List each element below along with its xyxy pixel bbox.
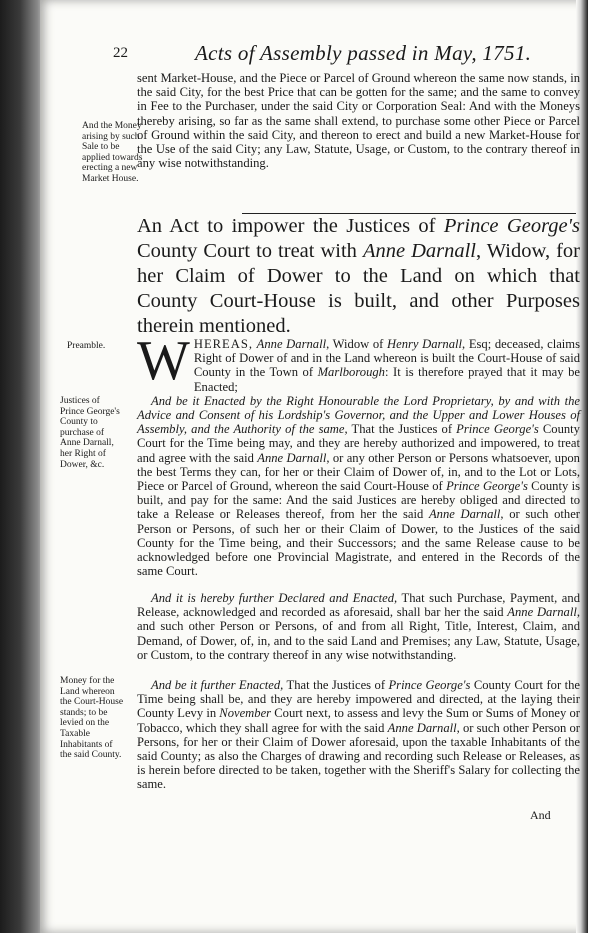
enacting-clause: And be it Enacted by the Right Honourable the Lord Proprietary, by and with the Advice and Consent of his Lordship's Governor, and the Upper and Lower Houses of Assembly, and the Authority of the same, [137,393,580,437]
page-number: 22 [113,45,128,61]
section-2-clause: And it is hereby further Declared and Enacted, [151,591,398,605]
margin-note-money-sale: And the Money arising by such Sale to be applied towards erecting a new Market House. [82,121,143,184]
preamble-town: Marlborough [317,365,385,380]
section-2-paragraph [137,591,580,662]
enacting-text-4: County is built, and pay for the same: And the said Justices are hereby obliged and directed to take a Release or Releases thereof, from her the said [137,479,580,522]
catchword: And [530,808,551,822]
enacting-text-3: , or any other Person or Persons whatsoever, upon the best Terms they can, for her or their Claim of Dower of, in, and to the Lot or Lots, Piece or Parcel of Ground, whereon the said Court-House of [137,450,580,494]
act-title-prince-georges: Prince George's [443,215,580,237]
margin-note-preamble: Preamble. [67,341,106,351]
section-3-text-1: That the Justices of [283,678,389,692]
enacting-text-1: That the Justices of [347,422,457,437]
section-3-anne-darnall: Anne Darnall [387,720,457,735]
section-2-text-1: That such Purchase, Payment, and Release, acknowledged and recorded as aforesaid, shall bar her the said [137,591,580,620]
preamble-text-4: : It is therefore prayed that it may be Enacted; [193,365,580,394]
margin-note-money-levied: Money for the Land whereon the Court-House stands; to be levied on the Taxable Inhabitants of the said County. [60,676,124,761]
section-3-text-3: Court next, to assess and levy the Sum or Sums of Money or Tobacco, which they shall agree for with the said [137,706,580,735]
enacting-anne-darnall-1: Anne Darnall [257,450,327,465]
section-3-text-4: , or such other Person or Persons, for her or their Claim of Dower aforesaid, upon the taxable Inhabitants of the said County; as also the Charges of drawing and recording such Release or Releases, as is herein before directed to be taken, together with the Sheriff's Salary for collecting the same. [137,720,580,792]
enacting-prince-georges-2: Prince George's [446,479,528,494]
preamble-text-3: , Esq; deceased, claims Right of Dower of and in the Land whereon is built the Court-House of said County in the Town of [193,337,580,380]
section-3-prince-georges: Prince George's [388,678,471,692]
act-title-anne-darnall: Anne Darnall [362,240,476,262]
act-title-part1: An Act to impower the Justices of [137,215,444,237]
running-head: Acts of Assembly passed in May, 1751. [195,41,532,65]
section-3-clause: And be it further Enacted, [151,678,284,692]
preamble-paragraph [137,330,580,579]
section-2-text-2: , and such other Person or Persons, of and from all Right, Title, Interest, Claim, and Demand, of Dower, of, in, and to the said Land and Premises; any Law, Statute, Usage, or Custom, to the contrary thereof in any wise notwithstanding. [137,605,580,662]
enacting-text-2: County Court for the Time being may, and they are hereby authorized and impowered, to treat and agree with the said [137,422,580,465]
act-title-part2: County Court to treat with [137,240,363,262]
continuation-paragraph: sent Market-House, and the Piece or Parcel of Ground whereon the same now stands, in the said City, for the best Price that can be gotten for the same; and the same to convey in Fee to the Purchaser, under the said City or Corporation Seal: And with the Moneys thereby arising, so far as the same shall extend, to purchase some other Piece or Parcel of Ground within the said City, and thereon to erect and build a new Market-House for the Use of the said City; any Law, Statute, Usage, or Custom, to the contrary thereof in any wise notwithstanding. [137,71,580,171]
section-3-month: November [219,706,272,721]
section-3-paragraph [137,678,580,792]
preamble-name-henry: Henry Darnall [387,337,463,351]
enacting-prince-georges-1: Prince George's [456,422,539,437]
section-2-anne-darnall: Anne Darnall [507,605,577,620]
act-title [137,214,580,339]
section-3-text-2: County Court for the Time being shall be, and they are hereby impowered and directed, at the laying their County Levy in [137,678,581,721]
enacting-anne-darnall-2: Anne Darnall [428,507,501,522]
preamble-name-anne: Anne Darnall [256,337,327,351]
preamble-caps: HEREAS, [193,337,253,351]
drop-cap: W [137,330,190,392]
enacting-text-5: , or such other Person or Persons, of such her or their Claim of Dower, to the Justices of the said County for the Time being, and their Successors; and the same Release cause to be acknowledged before one Provincial Magistrate, and entered in the Records of the same Court. [137,507,580,579]
margin-note-justices: Justices of Prince George's County to purchase of Anne Darnall, her Right of Dower, &c. [60,396,120,470]
act-title-part3: , Widow, for her Claim of Dower to the Land on which that County Court-House is built, and other Purposes therein mentioned. [137,240,581,337]
preamble-text-2: , Widow of [326,337,388,351]
